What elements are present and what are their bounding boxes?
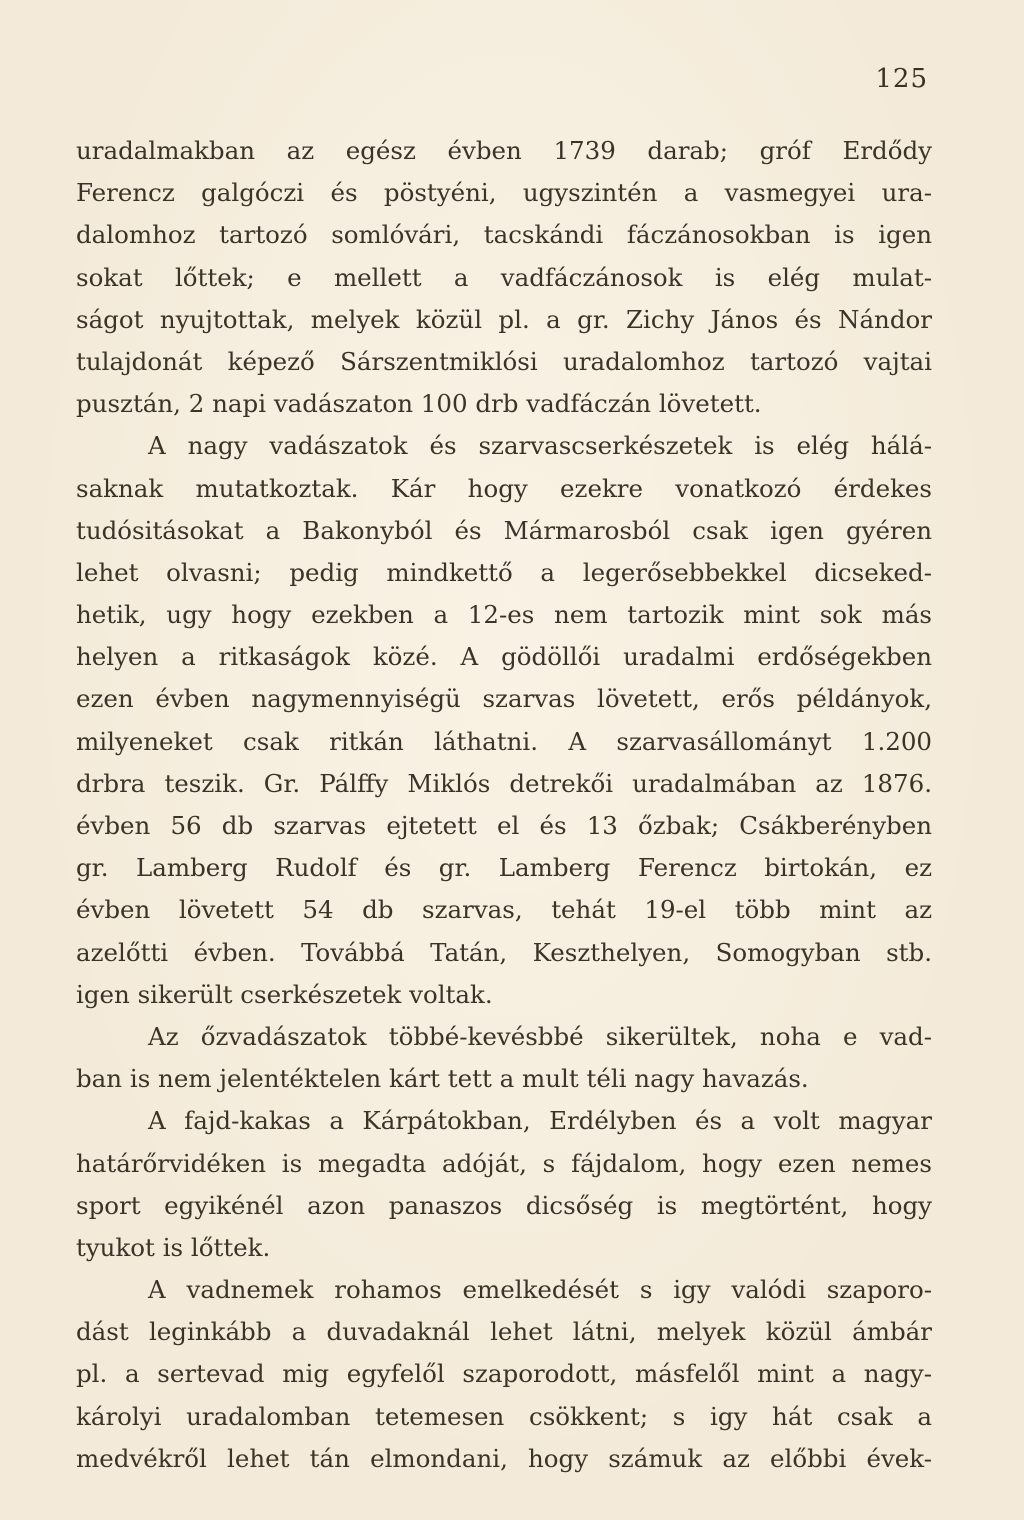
text-line: ságot nyujtottak, melyek közül pl. a gr. Zichy János és Nándor xyxy=(76,304,932,334)
text-line: pl. a sertevad mig egyfelől szaporodott, másfelől mint a nagy- xyxy=(76,1359,932,1389)
text-line: uradalmakban az egész évben 1739 darab; gróf Erdődy xyxy=(76,136,932,165)
text-line: A vadnemek rohamos emelkedését s igy valódi szaporo- xyxy=(148,1275,932,1305)
text-line: igen sikerült cserkészetek voltak. xyxy=(76,979,493,1009)
text-line: károlyi uradalomban tetemesen csökkent; s igy hát csak a xyxy=(76,1401,932,1431)
text-line: dást leginkább a duvadaknál lehet látni, melyek közül ámbár xyxy=(76,1317,932,1347)
text-line: azelőtti évben. Továbbá Tatán, Keszthelyen, Somogyban stb. xyxy=(76,937,932,967)
text-line: tyukot is lőttek. xyxy=(76,1232,271,1262)
text-line: Ferencz galgóczi és pöstyéni, ugyszintén a vasmegyei ura- xyxy=(76,178,932,208)
text-line: évben lövetett 54 db szarvas, tehát 19-el több mint az xyxy=(76,895,932,925)
text-line: lehet olvasni; pedig mindkettő a legerősebbekkel dicseked- xyxy=(76,557,932,587)
text-line: A nagy vadászatok és szarvascserkészetek is elég hálá- xyxy=(148,431,932,461)
text-line: helyen a ritkaságok közé. A gödöllői uradalmi erdőségekben xyxy=(76,642,932,672)
text-line: ban is nem jelentéktelen kárt tett a mult téli nagy havazás. xyxy=(76,1064,809,1094)
text-line: határőrvidéken is megadta adóját, s fájdalom, hogy ezen nemes xyxy=(76,1148,932,1178)
text-line: hetik, ugy hogy ezekben a 12-es nem tartozik mint sok más xyxy=(76,600,932,630)
text-line: saknak mutatkoztak. Kár hogy ezekre vonatkozó érdekes xyxy=(76,473,932,503)
text-line: drbra teszik. Gr. Pálffy Miklós detrekői uradalmában az 1876. xyxy=(76,768,932,798)
text-line: gr. Lamberg Rudolf és gr. Lamberg Ferencz birtokán, ez xyxy=(76,853,932,883)
text-line: milyeneket csak ritkán láthatni. A szarvasállományt 1.200 xyxy=(76,726,932,756)
text-line: sport egyikénél azon panaszos dicsőség is megtörtént, hogy xyxy=(76,1190,932,1220)
text-line: ezen évben nagymennyiségü szarvas lövetett, erős példányok, xyxy=(76,684,932,714)
page-number: 125 xyxy=(875,64,928,94)
text-line: évben 56 db szarvas ejtetett el és 13 őzbak; Csákberényben xyxy=(76,811,932,840)
text-line: Az őzvadászatok többé-kevésbbé sikerültek, noha e vad- xyxy=(148,1021,932,1051)
text-line: medvékről lehet tán elmondani, hogy számuk az előbbi évek- xyxy=(76,1443,932,1473)
text-line: pusztán, 2 napi vadászaton 100 drb vadfáczán lövetett. xyxy=(76,389,762,419)
text-line: sokat lőttek; e mellett a vadfáczánosok is elég mulat- xyxy=(76,262,932,292)
text-line: tulajdonát képező Sárszentmiklósi uradalomhoz tartozó vajtai xyxy=(76,346,932,376)
text-line: A fajd-kakas a Kárpátokban, Erdélyben és a volt magyar xyxy=(148,1106,932,1136)
text-line: tudósitásokat a Bakonyból és Mármarosból csak igen gyéren xyxy=(76,515,932,545)
text-line: dalomhoz tartozó somlóvári, tacskándi fáczánosokban is igen xyxy=(76,220,932,250)
body-text xyxy=(76,130,932,1480)
